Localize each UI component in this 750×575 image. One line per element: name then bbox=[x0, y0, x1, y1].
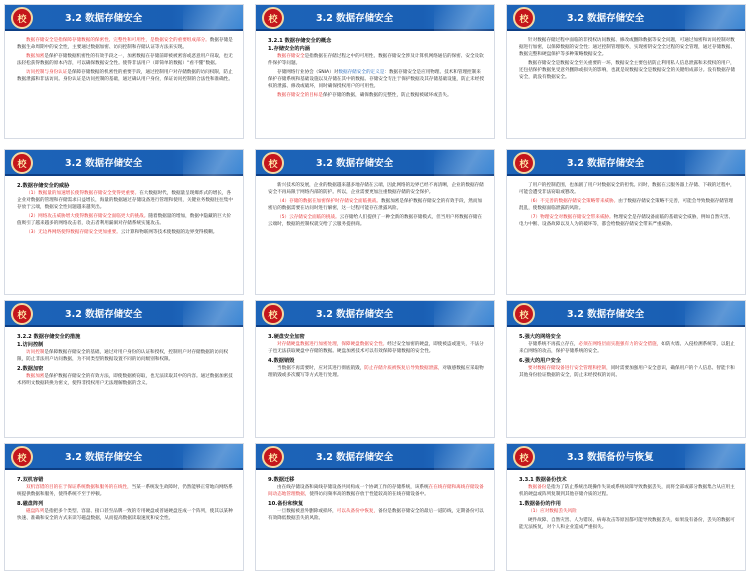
text-run: 4.数据销毁 bbox=[268, 358, 295, 365]
slide-title: 3.2 数据存储安全 bbox=[65, 13, 143, 24]
paragraph bbox=[17, 229, 233, 236]
slide-header-bar bbox=[507, 444, 745, 470]
school-emblem-icon: 校 bbox=[11, 152, 33, 174]
paragraph bbox=[17, 484, 233, 498]
text-run: 云计算和物联网等技术使数据的边界变得模糊。 bbox=[120, 230, 218, 236]
paragraph bbox=[519, 198, 735, 212]
section-heading bbox=[17, 365, 233, 373]
paragraph bbox=[17, 69, 233, 83]
slide-title: 3.2 数据存储安全 bbox=[316, 13, 394, 24]
text-run: 2.数据存储安全的威胁 bbox=[17, 183, 70, 189]
paragraph bbox=[17, 37, 233, 51]
slide-header-bar bbox=[507, 150, 745, 176]
section-heading bbox=[268, 37, 484, 45]
text-run: 1.访问控制 bbox=[17, 342, 44, 348]
text-run: 云存储给人们提供了一种全新的数据存储模式，但当用户将数据存储在云端时，数据的控制权就交给了云服务提供商。 bbox=[268, 215, 483, 228]
text-run: 数据加密是保护数据存储安全的有效手段，然而加密后的数据需要在访问时进行解密，这一过程可能存在泄露风险。 bbox=[268, 199, 483, 212]
highlighted-text: 在在线存储和离线存储设备间动态地管理数据， bbox=[268, 485, 484, 498]
school-emblem-icon: 校 bbox=[262, 7, 284, 29]
slide-thumbnail[interactable] bbox=[255, 443, 495, 571]
text-run: 5.强大的网络安全 bbox=[519, 334, 561, 340]
slide-title: 3.2 数据存储安全 bbox=[316, 309, 394, 320]
school-emblem-icon: 校 bbox=[11, 303, 33, 325]
slide-title: 3.2 数据存储安全 bbox=[65, 158, 143, 169]
school-emblem-icon: 校 bbox=[262, 446, 284, 468]
slide-header-bar bbox=[256, 5, 494, 31]
text-run: 是指把多个类型、容量、接口甚至品牌一致的专用硬盘或普通硬盘连成一个阵列，使其以某种快速、准确和安全的方式来读写磁盘数据，从而提高数据读取速度和安全性。 bbox=[17, 509, 233, 522]
text-run: 7.双机容错 bbox=[17, 477, 44, 483]
slide-header-bar bbox=[256, 444, 494, 470]
slide-header-bar bbox=[5, 150, 243, 176]
school-emblem-icon: 校 bbox=[513, 152, 535, 174]
text-run: 3.硬盘安全加密 bbox=[268, 334, 305, 340]
text-run: 由于数据存储安全策略不完善，可能会导致数据存储管理混乱，使数据面临泄露的风险。 bbox=[519, 199, 734, 212]
slide-header-bar bbox=[5, 5, 243, 31]
text-run: 在大数据时代，数据量呈现爆炸式的增长，各企业对数据的管理和存储需求日益增长，海量的数据通过存储设备进行管理和使用，关键业务数据往往集中存放于云端，数据安全性问题越来越突出。 bbox=[17, 191, 233, 211]
paragraph bbox=[519, 341, 735, 355]
text-run: 当某一系统发生故障时，仍然能够正常地向网络系统提供数据和服务，使得系统不至于停顿。 bbox=[17, 485, 233, 498]
highlighted-text: （6）不完善的数据存储安全策略带来威胁。 bbox=[528, 199, 619, 205]
slide-thumbnail[interactable] bbox=[506, 149, 746, 295]
section-heading bbox=[519, 357, 735, 365]
section-heading bbox=[17, 500, 233, 508]
slide-body bbox=[17, 333, 233, 433]
paragraph bbox=[519, 214, 735, 228]
text-run: 3.2.2 数据存储安全的措施 bbox=[17, 334, 81, 340]
paragraph bbox=[519, 37, 735, 58]
slide-body bbox=[17, 37, 233, 134]
text-run: 存储网络行业协会（SNIA）对 bbox=[277, 70, 339, 76]
school-emblem-icon: 校 bbox=[11, 7, 33, 29]
highlighted-text: 对存储硬盘数据进行加密处理，保障硬盘数据安全性。 bbox=[277, 342, 388, 347]
text-run: 针对数据存储过程中面临的非授权访问数据、修改或删除数据等安全问题，可通过加密和访问控制对数据进行加密，以保障数据的安全性；通过控制管理服务，实现密钥安全全过程的安全管理，通过存储数据、数据完整和硬盘保护等多种策略数据安全。 bbox=[519, 38, 735, 58]
text-run: 是指数据在存储过程之中的可用性、数据存储安全涉及计算机网络通信的保密、安全及软件保护等问题。 bbox=[268, 54, 484, 67]
section-heading bbox=[17, 333, 233, 341]
text-run: 当数据不再需要时，应对其进行彻底销毁， bbox=[277, 366, 365, 372]
paragraph bbox=[519, 60, 735, 81]
highlighted-text: 可以从备份中恢复， bbox=[336, 509, 379, 515]
highlighted-text: 数据加密 bbox=[26, 54, 45, 60]
text-run: 备份是数据存储安全的最后一道防线，定期备份可以有效降低数据丢失的风险。 bbox=[268, 509, 484, 522]
paragraph bbox=[17, 373, 233, 387]
text-run: 经过安全加密的硬盘，即使被盗或遗失，不法分子也无法获取硬盘中存储的数据。硬盘加密技术可以有效保障存储数据的安全性。 bbox=[268, 342, 484, 355]
highlighted-text: （1）数据量的加速增长使得数据存储安全变得更重要。 bbox=[26, 191, 140, 196]
paragraph bbox=[268, 214, 484, 228]
text-run: 新兴技术的发展，企业的数据越来越多地存储在云端，因此网络的边界已经不再清晰，企业的数据存储安全不再局限于网络内部的防护。所以，企业需要更加注重数据存储的安全保护。 bbox=[268, 183, 484, 196]
slide-body bbox=[268, 476, 484, 566]
slide-thumbnail[interactable] bbox=[506, 4, 746, 139]
highlighted-text: （4）存储的数据在加密保护时存储安全面临挑战。 bbox=[277, 199, 381, 205]
text-run: 2.数据加密 bbox=[17, 366, 44, 373]
paragraph bbox=[17, 349, 233, 363]
slide-thumbnail[interactable] bbox=[4, 149, 244, 295]
highlighted-text: 防止存储介质被恢复后导致数据泄露， bbox=[364, 366, 443, 372]
highlighted-text: 访问控制 bbox=[26, 350, 45, 355]
section-heading bbox=[17, 476, 233, 484]
slide-thumbnail[interactable] bbox=[255, 300, 495, 438]
text-run: 使得访问频率高的数据存放于性能较高的在线存储设备中。 bbox=[309, 492, 429, 498]
slide-header-bar bbox=[507, 301, 745, 327]
highlighted-text: 访问控制与身份认证 bbox=[26, 70, 68, 76]
slide-body bbox=[519, 37, 735, 134]
section-heading bbox=[268, 333, 484, 341]
emphasis-text: 数据存储安全的定义是 bbox=[338, 70, 385, 76]
text-run: 随着数据量的增加，数据中隐藏的巨大价值吸引了越来越多的网络攻击者，攻击者利用漏洞对存储系统实施攻击。 bbox=[17, 214, 232, 227]
text-run: 是保障存储数据的机密性的重要手段，通过控制用户对存储数据的访问权限，防止数据泄露和非法访问。身份认证是访问控制的基础，通过确认用户身份，保证访问控制的合法性和准确性。 bbox=[17, 70, 233, 83]
paragraph bbox=[268, 182, 484, 196]
text-run: 10.备份和恢复 bbox=[268, 501, 304, 508]
slide-thumbnail[interactable] bbox=[255, 4, 495, 139]
highlighted-text: 数据加密 bbox=[26, 374, 45, 380]
text-run: 同时需要加强用户安全意识，确保用户的个人信息、智能卡和其他身份验证数据的安全，防止未经授权的访问。 bbox=[519, 366, 735, 379]
text-run: 6.强大的用户安全 bbox=[519, 358, 561, 365]
highlighted-text: 双机容错的目的在于保证系统数据和服务的在线性， bbox=[26, 485, 132, 490]
highlighted-text: 要对数据存储设备进行安全管理和控制， bbox=[528, 366, 611, 372]
slide-thumbnail[interactable] bbox=[506, 443, 746, 571]
slide-body bbox=[17, 182, 233, 290]
section-heading bbox=[268, 500, 484, 508]
slide-thumbnail[interactable] bbox=[506, 300, 746, 438]
slide-header-bar bbox=[5, 301, 243, 327]
text-run: 物理安全是存储设备面临的基础安全威胁，例如自然灾害、电力中断、设备故障以及人为的破坏等，都会给数据存储安全带来严重威胁。 bbox=[519, 215, 734, 228]
slide-title: 3.2 数据存储安全 bbox=[567, 158, 645, 169]
paragraph bbox=[17, 213, 233, 227]
highlighted-text: 数据存储安全的目标是 bbox=[277, 93, 323, 99]
paragraph bbox=[519, 365, 735, 379]
paragraph bbox=[268, 69, 484, 90]
text-run: 3.2.1 数据存储安全的概念 bbox=[268, 38, 332, 44]
highlighted-text: 必须在网络层面实施强有力的安全措施， bbox=[578, 342, 662, 347]
slide-thumbnail[interactable] bbox=[4, 300, 244, 438]
section-heading bbox=[17, 182, 233, 190]
highlighted-text: （7）物理安全对数据存储安全带来威胁。 bbox=[528, 215, 614, 221]
text-run: 是保障数据存储安全的基础，通过对用户身份的认证和授权，控制用户对存储数据的访问权限，防止非法用户访问数据，为不同类型的数据设置不同的访问级别和权限。 bbox=[17, 350, 229, 363]
paragraph bbox=[17, 508, 233, 522]
slide-title: 3.2 数据存储安全 bbox=[316, 158, 394, 169]
paragraph bbox=[268, 53, 484, 67]
text-run: 3.3.1 数据备份技术 bbox=[519, 477, 567, 483]
text-run: 9.数据迁移 bbox=[268, 477, 295, 483]
paragraph bbox=[17, 190, 233, 211]
slide-header-bar bbox=[507, 5, 745, 31]
slide-body bbox=[268, 182, 484, 290]
paragraph bbox=[519, 182, 735, 196]
school-emblem-icon: 校 bbox=[11, 446, 33, 468]
paragraph bbox=[268, 198, 484, 212]
slide-thumbnail[interactable] bbox=[4, 4, 244, 139]
slide-header-bar bbox=[256, 150, 494, 176]
section-heading bbox=[268, 45, 484, 53]
slide-header-bar bbox=[256, 301, 494, 327]
slide-body bbox=[17, 476, 233, 566]
paragraph bbox=[519, 508, 735, 515]
school-emblem-icon: 校 bbox=[262, 152, 284, 174]
section-heading bbox=[17, 341, 233, 349]
school-emblem-icon: 校 bbox=[513, 303, 535, 325]
slide-title: 3.2 数据存储安全 bbox=[65, 452, 143, 463]
slide-title: 3.3 数据备份与恢复 bbox=[567, 452, 654, 463]
section-heading bbox=[268, 476, 484, 484]
text-run: 保护存储的数据，确保数据的完整性，防止数据被破坏或丢失。 bbox=[322, 93, 452, 99]
text-run: 是保护存储数据机密性的有效手段之一，加密数据在存储前即被被密客或恶意用户窃取，也无法轻松获得数据的原本内容，可以确保数据安全性。使得非法用户（即简单的数据）“看不懂”数据。 bbox=[17, 54, 233, 67]
slide-body bbox=[519, 333, 735, 433]
text-run: 由在线存储设备和离线存储设备共同构成一个协调工作的存储系统，该系统 bbox=[277, 485, 429, 490]
highlighted-text: （5）云存储安全面临的挑战。 bbox=[277, 215, 340, 221]
paragraph bbox=[519, 517, 735, 531]
text-run: 8.磁盘阵列 bbox=[17, 501, 44, 508]
text-run: 如防火墙、入侵检测系统等，以阻止来自网络的攻击，保护存储系统的安全。 bbox=[519, 342, 735, 355]
highlighted-text: （3）无边界网络使得数据存储安全更加重要。 bbox=[26, 230, 121, 236]
highlighted-text: （2）网络攻击威胁增大使得数据存储安全面临更大的挑战。 bbox=[26, 214, 149, 220]
slide-body bbox=[268, 37, 484, 134]
school-emblem-icon: 校 bbox=[262, 303, 284, 325]
section-heading bbox=[519, 500, 735, 508]
paragraph bbox=[268, 508, 484, 522]
text-run: 对敏感数据应采取物理销毁或多次覆写等方式进行处理。 bbox=[268, 366, 484, 379]
highlighted-text: 数据存储安全 bbox=[277, 54, 305, 59]
school-emblem-icon: 校 bbox=[513, 7, 535, 29]
text-run: 数据存储是数据生命周期中的安全性，主要通过数据加密、访问控制和存储认证等方法来实现。 bbox=[17, 38, 233, 51]
highlighted-text: 数据备份 bbox=[528, 485, 547, 490]
paragraph bbox=[268, 92, 484, 99]
text-run: 一旦数据被意外删除或损坏， bbox=[277, 509, 337, 515]
slide-title: 3.2 数据存储安全 bbox=[316, 452, 394, 463]
slide-title: 3.2 数据存储安全 bbox=[567, 13, 645, 24]
highlighted-text: 数据存储安全是指保障存储数据的保密性、完整性和可用性，是数据安全的重要组成部分。 bbox=[26, 38, 210, 43]
section-heading bbox=[519, 476, 735, 484]
paragraph bbox=[519, 484, 735, 498]
slide-body bbox=[268, 333, 484, 433]
section-heading bbox=[519, 333, 735, 341]
slide-thumbnail[interactable] bbox=[4, 443, 244, 571]
slide-body bbox=[519, 182, 735, 290]
text-run: 1.存储安全的内涵 bbox=[268, 46, 310, 52]
text-run: 是保护数据存储安全的有效方法，即使数据被窃取，也无法读取其中的内容。通过数据加密技术将明文数据转换为密文，使得非授权用户无法理解数据的含义。 bbox=[17, 374, 233, 387]
text-run: 硬件故障、自然灾害、人为错误、病毒攻击等原因都可能导致数据丢失，如果没有备份，丢失的数据可能无法恢复，对个人和企业造成严重损失。 bbox=[519, 518, 735, 531]
highlighted-text: （1）应对数据丢失风险 bbox=[528, 509, 577, 515]
text-run: 1.数据备份的作用 bbox=[519, 501, 561, 508]
paragraph bbox=[17, 53, 233, 67]
slide-title: 3.2 数据存储安全 bbox=[567, 309, 645, 320]
slide-header-bar bbox=[5, 444, 243, 470]
paragraph bbox=[268, 341, 484, 355]
slide-thumbnail[interactable] bbox=[255, 149, 495, 295]
text-run: 存储系统不再孤立存在， bbox=[528, 342, 579, 347]
paragraph bbox=[268, 365, 484, 379]
school-emblem-icon: 校 bbox=[513, 446, 535, 468]
slide-title: 3.2 数据存储安全 bbox=[65, 309, 143, 320]
text-run: 了用户的控制范围，也加剧了用户对数据安全的担忧。同时，数据在云服务器上存储、下载的过程中，可能会遭受非法窃取或篡改。 bbox=[519, 183, 735, 196]
slide-body bbox=[519, 476, 735, 566]
text-run: 数据存储安全是数据安全至关重要的一环，数据安全主要包括防止利用私人信息泄露和未授权的用户，还包括保护数据免受意外删除或损失的影响，也就是说数据安全是数据安全的关键组成部分。没有数据存储安全，就没有数据安全。 bbox=[519, 61, 735, 81]
highlighted-text: 磁盘阵列 bbox=[26, 509, 45, 515]
section-heading bbox=[268, 357, 484, 365]
text-run: ：数据存储安全是应用物理、技术和管理控制来保护存储系统和基础设施以及存储在其中的数据。存储安全专注于保护数据及其存储基础设施，防止未经授权的泄露、修改或破坏，同时确保授权用户的可用性。 bbox=[268, 70, 484, 90]
text-run: 是指为了防止系统出现操作失误或系统故障导致数据丢失，而将全部或部分数据集合从应用主机的硬盘或阵列复制到其他存储介质的过程。 bbox=[519, 485, 735, 498]
paragraph bbox=[268, 484, 484, 498]
